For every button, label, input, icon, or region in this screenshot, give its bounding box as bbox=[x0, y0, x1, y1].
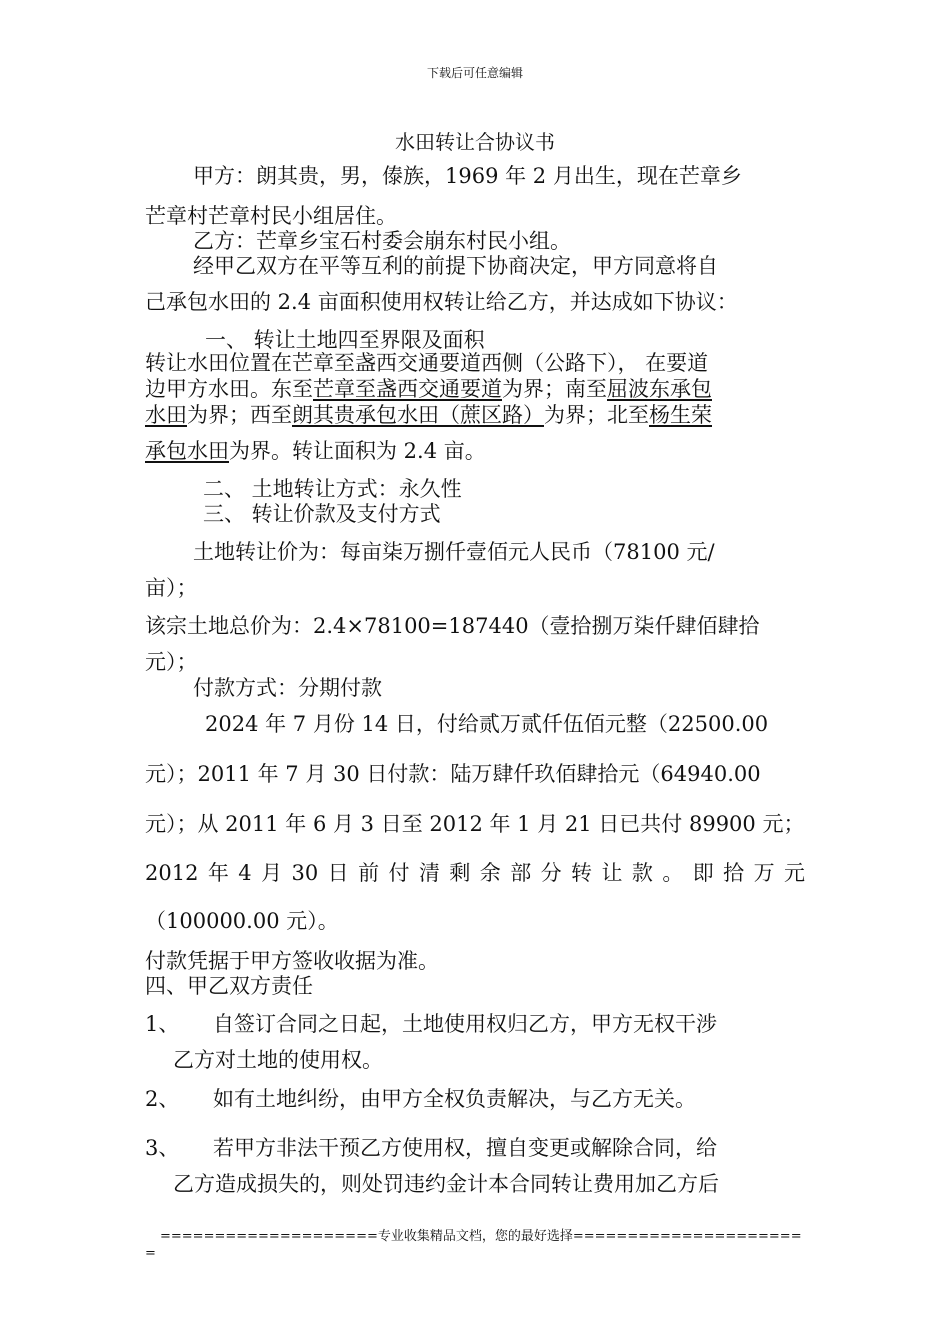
word: 月 bbox=[261, 861, 283, 885]
word: 余 bbox=[479, 861, 501, 885]
word: 转 bbox=[571, 861, 593, 885]
word: 剩 bbox=[449, 861, 471, 885]
payment-method: 付款方式：分期付款 bbox=[193, 676, 382, 700]
payment-line2: 元）；2011 年 7 月 30 日付款：陆万肆仟玖佰肆拾元（64940.00 bbox=[145, 762, 761, 786]
west-boundary: 朗其贵承包水田（蔗区路） bbox=[292, 403, 544, 427]
word: 分 bbox=[540, 861, 562, 885]
word: 让 bbox=[601, 861, 623, 885]
document-title: 水田转让合协议书 bbox=[395, 130, 555, 154]
receipt-note: 付款凭据于甲方签收收据为准。 bbox=[145, 949, 439, 973]
payment-line4 bbox=[145, 861, 805, 885]
section1-line1: 转让水田位置在芒章至盏西交通要道西侧（公路下）， 在要道 bbox=[145, 351, 709, 375]
section2-heading: 二、 土地转让方式：永久性 bbox=[203, 477, 462, 501]
section1-line2 bbox=[145, 377, 712, 401]
section1-line4 bbox=[145, 439, 486, 463]
price-line2: 亩）； bbox=[145, 576, 198, 600]
word: 万 bbox=[753, 861, 775, 885]
word: 拾 bbox=[723, 861, 745, 885]
word: 日 bbox=[327, 861, 349, 885]
party-b: 乙方：芒章乡宝石村委会崩东村民小组。 bbox=[193, 229, 571, 253]
word: 年 bbox=[207, 861, 229, 885]
text: 为界；南至 bbox=[502, 377, 607, 401]
south-boundary-cont: 水田 bbox=[145, 403, 187, 427]
word: 。 bbox=[662, 861, 684, 885]
section1-line3 bbox=[145, 403, 712, 427]
footer-line2: = bbox=[145, 1246, 156, 1261]
section1-heading: 一、 转让土地四至界限及面积 bbox=[205, 328, 485, 352]
item-2-number: 2、 bbox=[145, 1087, 180, 1111]
total-line1: 该宗土地总价为：2.4×78100=187440（壹拾捌万柒仟肆佰肆拾 bbox=[145, 614, 760, 638]
word: 元 bbox=[784, 861, 805, 885]
item-2-line1: 如有土地纠纷，由甲方全权负责解决，与乙方无关。 bbox=[213, 1087, 696, 1111]
text: 为界；北至 bbox=[544, 403, 649, 427]
item-1-number: 1、 bbox=[145, 1012, 180, 1036]
item-1-line2: 乙方对土地的使用权。 bbox=[173, 1048, 383, 1072]
footer-line1: ====================专业收集精品文档，您的最好选择===================== bbox=[160, 1229, 802, 1244]
intro-line2: 己承包水田的 2.4 亩面积使用权转让给乙方，并达成如下协议： bbox=[145, 290, 738, 314]
section4-heading: 四、甲乙双方责任 bbox=[145, 974, 313, 998]
word: 即 bbox=[692, 861, 714, 885]
payment-line3: 元）；从 2011 年 6 月 3 日至 2012 年 1 月 21 日已共付 89900 元； bbox=[145, 812, 805, 836]
text: 为界；西至 bbox=[187, 403, 292, 427]
word: 清 bbox=[418, 861, 440, 885]
word: 2012 bbox=[145, 861, 199, 885]
text: 边甲方水田。东至 bbox=[145, 377, 313, 401]
south-boundary: 屈波东承包 bbox=[607, 377, 712, 401]
party-a-line1: 甲方：朗其贵，男，傣族，1969 年 2 月出生，现在芒章乡 bbox=[193, 164, 742, 188]
north-boundary: 杨生荣 bbox=[649, 403, 712, 427]
word: 付 bbox=[388, 861, 410, 885]
item-1-line1: 自签订合同之日起，土地使用权归乙方，甲方无权干涉 bbox=[213, 1012, 717, 1036]
party-a-line2: 芒章村芒章村民小组居住。 bbox=[145, 204, 397, 228]
intro-line1: 经甲乙双方在平等互利的前提下协商决定，甲方同意将自 bbox=[193, 254, 718, 278]
price-line1: 土地转让价为：每亩柒万捌仟壹佰元人民币（78100 元/ bbox=[193, 540, 715, 564]
header-note: 下载后可任意编辑 bbox=[426, 66, 523, 80]
word: 款 bbox=[631, 861, 653, 885]
word: 4 bbox=[238, 861, 252, 885]
item-3-line1: 若甲方非法干预乙方使用权，擅自变更或解除合同，给 bbox=[213, 1136, 717, 1160]
payment-line5: （100000.00 元）。 bbox=[145, 909, 339, 933]
word: 前 bbox=[358, 861, 380, 885]
total-line2: 元）； bbox=[145, 650, 198, 674]
text: 为界。转让面积为 2.4 亩。 bbox=[229, 439, 486, 463]
east-boundary: 芒章至盏西交通要道 bbox=[313, 377, 502, 401]
payment-line1: 2024 年 7 月份 14 日，付给贰万贰仟伍佰元整（22500.00 bbox=[205, 712, 769, 736]
section3-heading: 三、 转让价款及支付方式 bbox=[203, 502, 441, 526]
word: 30 bbox=[291, 861, 319, 885]
item-3-number: 3、 bbox=[145, 1136, 180, 1160]
item-3-line2: 乙方造成损失的，则处罚违约金计本合同转让费用加乙方后 bbox=[173, 1172, 719, 1196]
word: 部 bbox=[510, 861, 532, 885]
north-boundary-cont: 承包水田 bbox=[145, 439, 229, 463]
